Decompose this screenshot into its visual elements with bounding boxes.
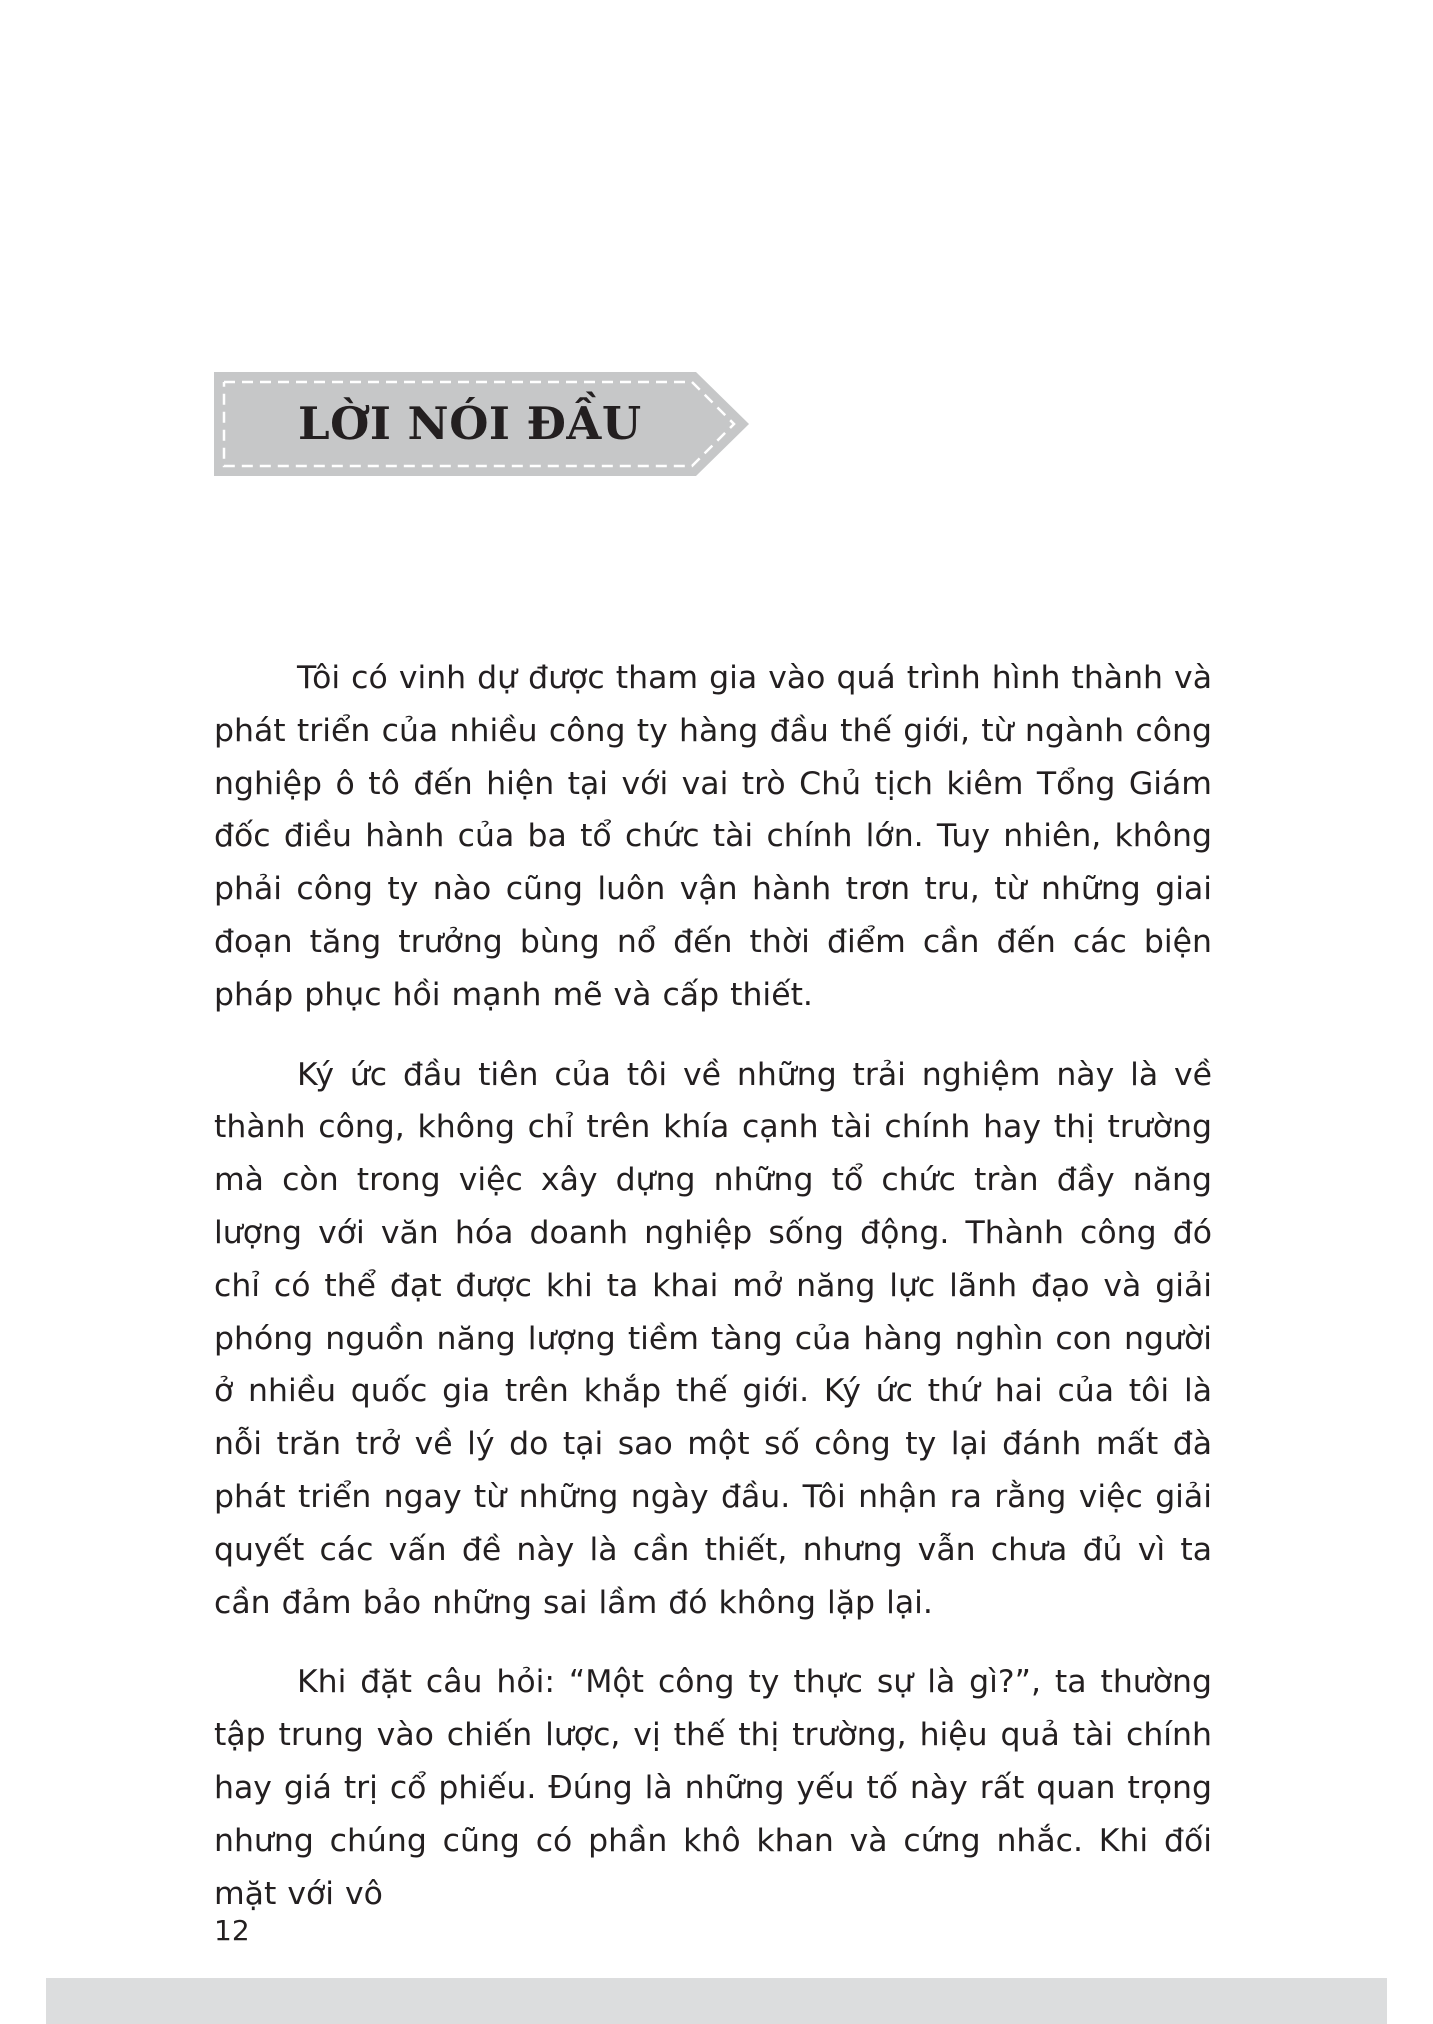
paragraph-1: Tôi có vinh dự được tham gia vào quá trình hình thành và phát triển của nhiều công ty hàng đầu thế giới, từ ngành công nghiệp ô tô đến hiện tại với vai trò Chủ tịch kiêm Tổng Giám đốc điều hành của ba tổ chức tài chính lớn. Tuy nhiên, không phải công ty nào cũng luôn vận hành trơn tru, từ những giai đoạn tăng trưởng bùng nổ đến thời điểm cần đến các biện pháp phục hồi mạnh mẽ và cấp thiết. bbox=[214, 660, 1212, 1013]
footer-bar bbox=[46, 1978, 1387, 2024]
chapter-title: LỜI NÓI ĐẦU bbox=[298, 397, 642, 450]
body-text bbox=[214, 652, 1212, 1947]
chapter-heading-banner bbox=[214, 372, 749, 476]
page-number: 12 bbox=[214, 1914, 250, 1947]
paragraph-2: Ký ức đầu tiên của tôi về những trải nghiệm này là về thành công, không chỉ trên khía cạnh tài chính hay thị trường mà còn trong việc xây dựng những tổ chức tràn đầy năng lượng với văn hóa doanh nghiệp sống động. Thành công đó chỉ có thể đạt được khi ta khai mở năng lực lãnh đạo và giải phóng nguồn năng lượng tiềm tàng của hàng nghìn con người ở nhiều quốc gia trên khắp thế giới. Ký ức thứ hai của tôi là nỗi trăn trở về lý do tại sao một số công ty lại đánh mất đà phát triển ngay từ những ngày đầu. Tôi nhận ra rằng việc giải quyết các vấn đề này là cần thiết, nhưng vẫn chưa đủ vì ta cần đảm bảo những sai lầm đó không lặp lại. bbox=[214, 1056, 1212, 1621]
paragraph-3: Khi đặt câu hỏi: “Một công ty thực sự là gì?”, ta thường tập trung vào chiến lược, vị thế thị trường, hiệu quả tài chính hay giá trị cổ phiếu. Đúng là những yếu tố này rất quan trọng nhưng chúng cũng có phần khô khan và cứng nhắc. Khi đối mặt với vô bbox=[214, 1664, 1212, 1912]
